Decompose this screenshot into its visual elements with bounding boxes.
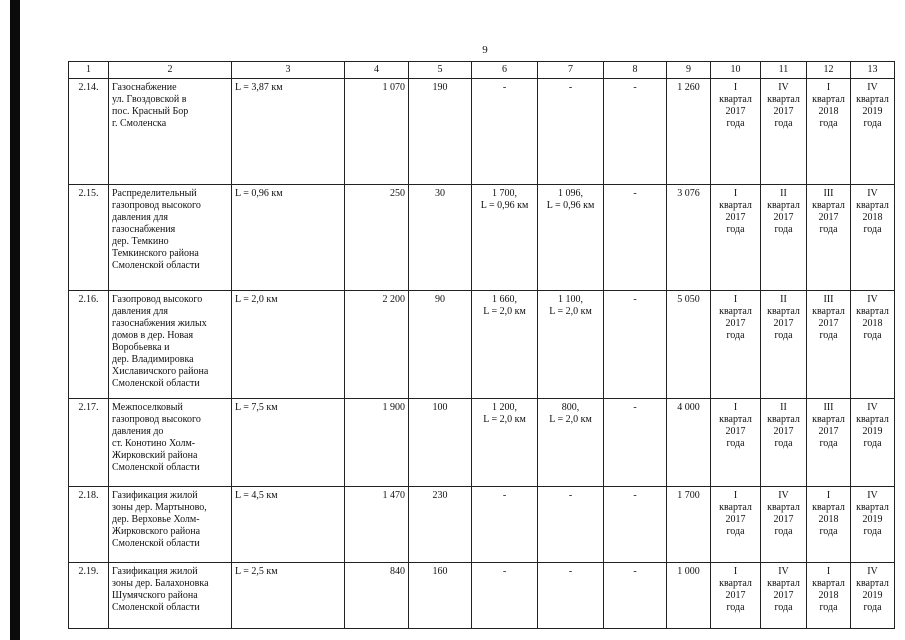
header-cell-1: 1 [69, 62, 109, 79]
value-col-7: 1 100, L = 2,0 км [538, 291, 604, 399]
value-col-5: 190 [409, 79, 472, 185]
value-col-8: - [604, 291, 667, 399]
value-col-8: - [604, 563, 667, 629]
header-cell-5: 5 [409, 62, 472, 79]
pipeline-length: L = 3,87 км [232, 79, 345, 185]
pipeline-length: L = 2,5 км [232, 563, 345, 629]
row-number: 2.17. [69, 399, 109, 487]
row-number: 2.18. [69, 487, 109, 563]
total-value: 1 700 [667, 487, 711, 563]
quarter-col-13: IV квартал 2019 года [851, 487, 895, 563]
value-col-6: - [472, 563, 538, 629]
header-cell-10: 10 [711, 62, 761, 79]
table-row [69, 185, 895, 291]
value-col-5: 90 [409, 291, 472, 399]
table-row [69, 291, 895, 399]
header-cell-2: 2 [109, 62, 232, 79]
total-value: 5 050 [667, 291, 711, 399]
value-col-5: 160 [409, 563, 472, 629]
header-cell-4: 4 [345, 62, 409, 79]
scan-edge-bar [10, 0, 20, 640]
value-col-4: 2 200 [345, 291, 409, 399]
value-col-8: - [604, 399, 667, 487]
header-row [69, 62, 895, 79]
quarter-col-11: IV квартал 2017 года [761, 79, 807, 185]
value-col-8: - [604, 79, 667, 185]
quarter-col-12: I квартал 2018 года [807, 79, 851, 185]
pipeline-length: L = 2,0 км [232, 291, 345, 399]
quarter-col-10: I квартал 2017 года [711, 399, 761, 487]
object-name: Газификация жилой зоны дер. Балахоновка Шумячского района Смоленской области [109, 563, 232, 629]
value-col-8: - [604, 487, 667, 563]
value-col-5: 30 [409, 185, 472, 291]
value-col-4: 1 070 [345, 79, 409, 185]
table-row [69, 563, 895, 629]
table-row [69, 487, 895, 563]
pipeline-length: L = 7,5 км [232, 399, 345, 487]
quarter-col-12: I квартал 2018 года [807, 487, 851, 563]
value-col-6: 1 660, L = 2,0 км [472, 291, 538, 399]
value-col-4: 840 [345, 563, 409, 629]
value-col-6: - [472, 79, 538, 185]
value-col-4: 1 900 [345, 399, 409, 487]
header-cell-9: 9 [667, 62, 711, 79]
value-col-5: 100 [409, 399, 472, 487]
quarter-col-11: II квартал 2017 года [761, 291, 807, 399]
value-col-7: - [538, 563, 604, 629]
value-col-7: - [538, 79, 604, 185]
value-col-5: 230 [409, 487, 472, 563]
header-cell-12: 12 [807, 62, 851, 79]
table-row [69, 79, 895, 185]
quarter-col-12: III квартал 2017 года [807, 185, 851, 291]
quarter-col-11: IV квартал 2017 года [761, 487, 807, 563]
pipeline-length: L = 0,96 км [232, 185, 345, 291]
value-col-7: - [538, 487, 604, 563]
object-name: Межпоселковый газопровод высокого давления до ст. Конотино Холм- Жирковский района Смоленской области [109, 399, 232, 487]
quarter-col-10: I квартал 2017 года [711, 185, 761, 291]
value-col-6: 1 700, L = 0,96 км [472, 185, 538, 291]
quarter-col-10: I квартал 2017 года [711, 563, 761, 629]
quarter-col-12: III квартал 2017 года [807, 399, 851, 487]
quarter-col-13: IV квартал 2018 года [851, 291, 895, 399]
value-col-7: 800, L = 2,0 км [538, 399, 604, 487]
page-number: 9 [482, 44, 488, 56]
quarter-col-11: II квартал 2017 года [761, 185, 807, 291]
row-number: 2.14. [69, 79, 109, 185]
header-cell-13: 13 [851, 62, 895, 79]
header-cell-7: 7 [538, 62, 604, 79]
value-col-7: 1 096, L = 0,96 км [538, 185, 604, 291]
quarter-col-13: IV квартал 2019 года [851, 79, 895, 185]
header-cell-11: 11 [761, 62, 807, 79]
quarter-col-13: IV квартал 2019 года [851, 563, 895, 629]
quarter-col-13: IV квартал 2019 года [851, 399, 895, 487]
header-cell-8: 8 [604, 62, 667, 79]
quarter-col-13: IV квартал 2018 года [851, 185, 895, 291]
quarter-col-10: I квартал 2017 года [711, 291, 761, 399]
pipeline-length: L = 4,5 км [232, 487, 345, 563]
value-col-4: 250 [345, 185, 409, 291]
value-col-6: 1 200, L = 2,0 км [472, 399, 538, 487]
object-name: Газификация жилой зоны дер. Мартыново, дер. Верховье Холм- Жирковского района Смоленской области [109, 487, 232, 563]
total-value: 1 260 [667, 79, 711, 185]
data-table [68, 61, 895, 629]
row-number: 2.15. [69, 185, 109, 291]
value-col-4: 1 470 [345, 487, 409, 563]
quarter-col-11: II квартал 2017 года [761, 399, 807, 487]
value-col-8: - [604, 185, 667, 291]
header-cell-3: 3 [232, 62, 345, 79]
total-value: 1 000 [667, 563, 711, 629]
table-row [69, 399, 895, 487]
quarter-col-10: I квартал 2017 года [711, 79, 761, 185]
total-value: 4 000 [667, 399, 711, 487]
quarter-col-12: III квартал 2017 года [807, 291, 851, 399]
object-name: Распределительный газопровод высокого давления для газоснабжения дер. Темкино Темкинского района Смоленской области [109, 185, 232, 291]
row-number: 2.16. [69, 291, 109, 399]
total-value: 3 076 [667, 185, 711, 291]
quarter-col-12: I квартал 2018 года [807, 563, 851, 629]
header-cell-6: 6 [472, 62, 538, 79]
object-name: Газопровод высокого давления для газоснабжения жилых домов в дер. Новая Воробьевка и дер. Владимировка Хиславичского района Смоленской области [109, 291, 232, 399]
quarter-col-11: IV квартал 2017 года [761, 563, 807, 629]
quarter-col-10: I квартал 2017 года [711, 487, 761, 563]
row-number: 2.19. [69, 563, 109, 629]
object-name: Газоснабжение ул. Гвоздовской в пос. Красный Бор г. Смоленска [109, 79, 232, 185]
value-col-6: - [472, 487, 538, 563]
